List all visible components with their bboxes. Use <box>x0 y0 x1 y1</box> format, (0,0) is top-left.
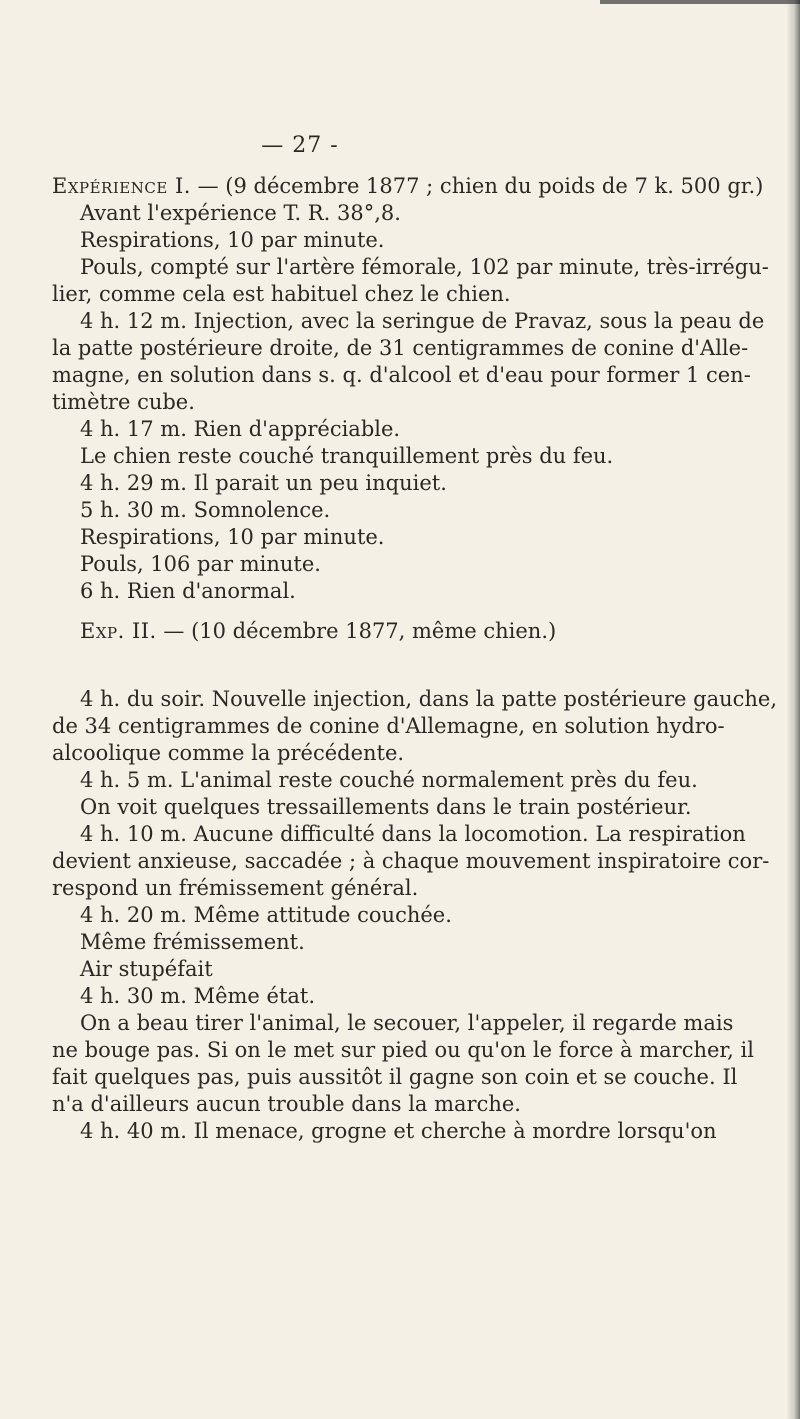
text-line: respond un frémissement général. <box>52 876 419 900</box>
text-line: On voit quelques tressaillements dans le train postérieur. <box>80 795 692 819</box>
text-line: Pouls, compté sur l'artère fémorale, 102 par minute, très-irrégu- <box>80 255 769 279</box>
text-line: 4 h. 17 m. Rien d'appréciable. <box>80 417 401 441</box>
text-line: ne bouge pas. Si on le met sur pied ou qu'on le force à marcher, il <box>52 1038 754 1062</box>
experience-2-heading <box>52 618 742 645</box>
experience-2-heading-label: Exp. II. <box>80 619 157 643</box>
text-line: 4 h. du soir. Nouvelle injection, dans la patte postérieure gauche, <box>80 687 778 711</box>
text-line: 5 h. 30 m. Somnolence. <box>80 498 331 522</box>
text-line: n'a d'ailleurs aucun trouble dans la marche. <box>52 1092 521 1116</box>
text-line: de 34 centigrammes de conine d'Allemagne, en solution hydro- <box>52 714 725 738</box>
experience-2-heading-detail: — (10 décembre 1877, même chien.) <box>156 619 557 643</box>
text-line: lier, comme cela est habituel chez le chien. <box>52 282 511 306</box>
text-line: alcoolique comme la précédente. <box>52 741 405 765</box>
text-line: la patte postérieure droite, de 31 centigrammes de conine d'Alle- <box>52 336 749 360</box>
text-line: 6 h. Rien d'anormal. <box>80 579 296 603</box>
text-line: On a beau tirer l'animal, le secouer, l'appeler, il regarde mais <box>80 1011 734 1035</box>
text-line: Le chien reste couché tranquillement près du feu. <box>80 444 614 468</box>
text-line: Respirations, 10 par minute. <box>80 228 385 252</box>
text-line: Air stupéfait <box>80 957 213 981</box>
text-line: timètre cube. <box>52 390 195 414</box>
text-line: devient anxieuse, saccadée ; à chaque mouvement inspiratoire cor- <box>52 849 770 873</box>
page-edge-right <box>786 0 800 1419</box>
text-line: Avant l'expérience T. R. 38°,8. <box>80 201 401 225</box>
text-line: Même frémissement. <box>80 930 305 954</box>
text-line: 4 h. 30 m. Même état. <box>80 984 316 1008</box>
text-line: 4 h. 20 m. Même attitude couchée. <box>80 903 452 927</box>
text-line: 4 h. 5 m. L'animal reste couché normalement près du feu. <box>80 768 698 792</box>
experience-1-heading <box>52 173 764 200</box>
text-line: 4 h. 12 m. Injection, avec la seringue de Pravaz, sous la peau de <box>80 309 765 333</box>
experience-1-heading-detail: — (9 décembre 1877 ; chien du poids de 7 k. 500 gr.) <box>190 174 764 198</box>
text-line: Pouls, 106 par minute. <box>80 552 321 576</box>
experience-2-body <box>52 686 778 1145</box>
experience-1-section <box>52 173 769 605</box>
text-line: 4 h. 29 m. Il parait un peu inquiet. <box>80 471 447 495</box>
experience-2-section <box>52 618 742 645</box>
page-number: — 27 - <box>261 133 339 158</box>
text-line: 4 h. 40 m. Il menace, grogne et cherche à mordre lorsqu'on <box>80 1119 717 1143</box>
text-line: 4 h. 10 m. Aucune difficulté dans la locomotion. La respiration <box>80 822 746 846</box>
experience-1-heading-label: Expérience I. <box>52 174 191 198</box>
text-line: fait quelques pas, puis aussitôt il gagne son coin et se couche. Il <box>52 1065 738 1089</box>
page-edge-top <box>600 0 800 4</box>
text-line: Respirations, 10 par minute. <box>80 525 385 549</box>
text-line: magne, en solution dans s. q. d'alcool et d'eau pour former 1 cen- <box>52 363 751 387</box>
